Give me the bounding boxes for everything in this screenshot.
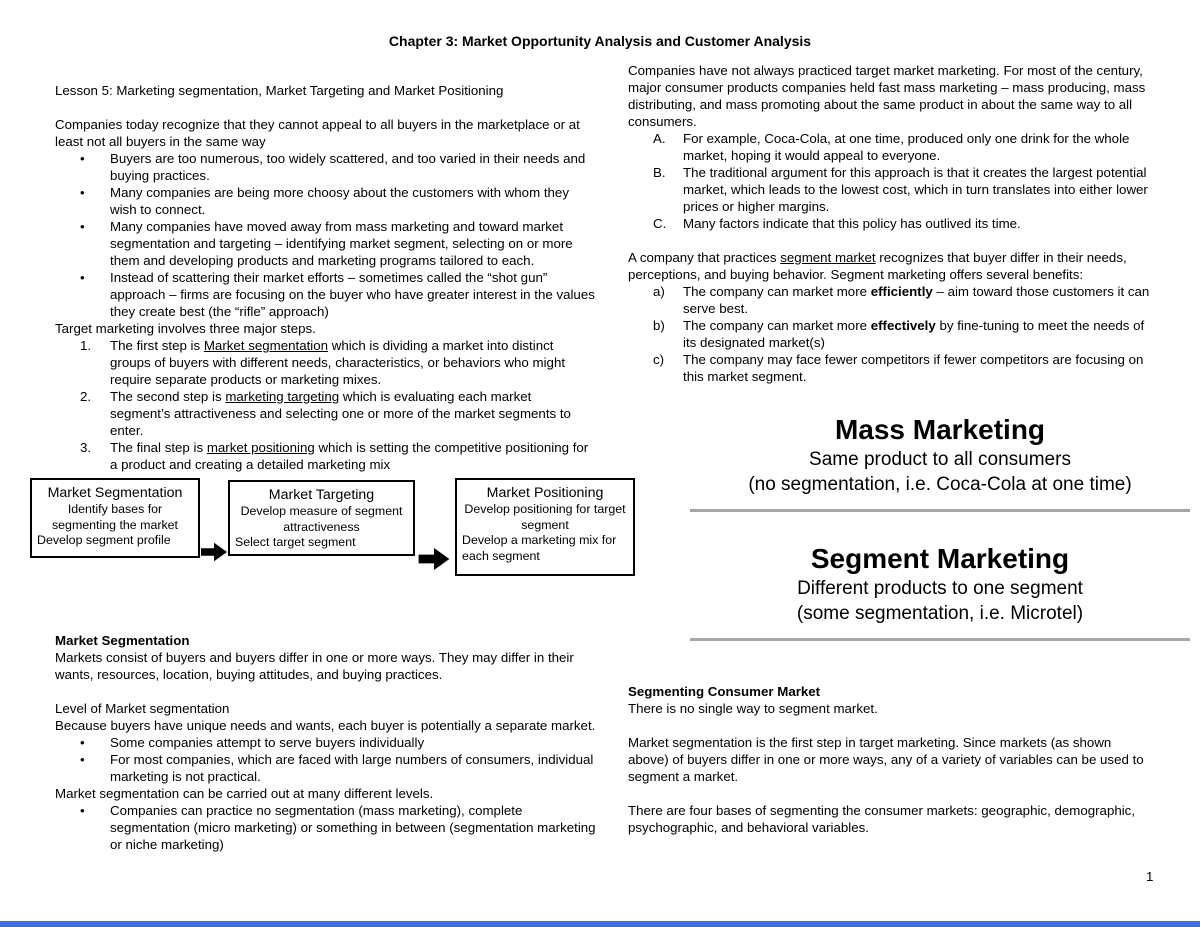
item-text: – aim toward those customers it can serve best. — [683, 284, 1150, 316]
list-item-text — [110, 439, 595, 473]
list-marker: A. — [653, 131, 666, 146]
box-line: Develop positioning for target segment — [464, 502, 626, 532]
lesson-heading: Lesson 5: Marketing segmentation, Market Targeting and Market Positioning — [55, 83, 504, 98]
bullet-icon: • — [80, 185, 85, 200]
list-item — [628, 283, 1151, 317]
market-segmentation-section — [55, 632, 600, 853]
list-item-text — [110, 388, 595, 439]
bullet-icon: • — [80, 803, 85, 818]
list-item-text: Some companies attempt to serve buyers individually — [110, 735, 425, 750]
paragraph: Companies have not always practiced target market marketing. For most of the century, major consumer products companies held fast mass marketing – mass producing, mass distributing, and mass promoting about the same product in about the same way to all consumers. — [628, 63, 1146, 129]
list-item-text: For example, Coca-Cola, at one time, produced only one drink for the whole market, hoping it would appeal to everyone. — [683, 131, 1130, 163]
underlined-term: marketing targeting — [225, 389, 340, 404]
list-item — [628, 215, 1151, 232]
process-diagram — [30, 476, 670, 591]
box-line: Select target segment — [235, 535, 356, 549]
underlined-term: Market segmentation — [203, 338, 329, 353]
paragraph: Market segmentation can be carried out at many different levels. — [55, 786, 434, 801]
list-item — [55, 184, 595, 218]
paragraph: There is no single way to segment market. — [628, 701, 878, 716]
list-item — [55, 337, 595, 388]
list-item — [55, 439, 595, 473]
paragraph: There are four bases of segmenting the consumer markets: geographic, demographic, psychographic, and behavioral variables. — [628, 803, 1136, 835]
intro-paragraph: Companies today recognize that they cannot appeal to all buyers in the marketplace or at least not all buyers in the same way — [55, 117, 580, 149]
section-heading: Market Segmentation — [55, 633, 190, 648]
list-item-text: The traditional argument for this approach is that it creates the largest potential market, which leads to the lowest cost, which in turn translates into either lower prices or higher margins. — [683, 165, 1148, 214]
segmenting-consumer-market-section — [628, 683, 1151, 836]
list-item — [55, 388, 595, 439]
list-item — [55, 802, 600, 853]
list-marker: 3. — [80, 440, 92, 455]
list-marker: a) — [653, 284, 665, 299]
left-column — [55, 82, 595, 473]
arrow-right-icon — [201, 542, 227, 566]
segment-marketing-block — [690, 542, 1190, 641]
list-item-text — [683, 283, 1151, 317]
paragraph: Market segmentation is the first step in target marketing. Since markets (as shown above) of buyers differ in one or more ways, any of a variety of variables can be used to segment a market. — [628, 735, 1144, 784]
bullet-list — [55, 734, 600, 785]
bullet-icon: • — [80, 735, 85, 750]
list-marker: b) — [653, 318, 665, 333]
divider-rule — [690, 509, 1190, 512]
list-marker: B. — [653, 165, 666, 180]
bullet-icon: • — [80, 151, 85, 166]
bullet-list — [55, 150, 595, 320]
process-box-segmentation — [30, 478, 200, 558]
list-item-text: For most companies, which are faced with large numbers of consumers, individual marketing is not practical. — [110, 752, 594, 784]
process-box-positioning — [455, 478, 635, 576]
list-item-text: Many companies have moved away from mass marketing and toward market segmentation and targeting – identifying market segment, selecting on or more them and developing products and marketing programs tailored to each. — [110, 219, 573, 268]
list-item-text: Buyers are too numerous, too widely scattered, and too varied in their needs and buying practices. — [110, 151, 586, 183]
list-item-text — [683, 317, 1151, 351]
section-heading: Segmenting Consumer Market — [628, 684, 821, 699]
paragraph: Because buyers have unique needs and wants, each buyer is potentially a separate market. — [55, 718, 596, 733]
bullet-icon: • — [80, 270, 85, 285]
box-title: Market Targeting — [268, 487, 375, 503]
page-title: Chapter 3: Market Opportunity Analysis and Customer Analysis — [388, 33, 812, 49]
segment-marketing-line: (some segmentation, i.e. Microtel) — [796, 603, 1084, 624]
list-item — [628, 130, 1151, 164]
segment-marketing-title: Segment Marketing — [810, 543, 1070, 574]
mass-marketing-title: Mass Marketing — [834, 414, 1046, 445]
list-item-text — [110, 337, 595, 388]
list-item — [55, 751, 600, 785]
page-number: 1 — [1146, 869, 1154, 884]
item-text: The company may face fewer competitors if fewer competitors are focusing on this market segment. — [683, 352, 1144, 384]
paragraph: Markets consist of buyers and buyers differ in one or more ways. They may differ in their wants, resources, location, buying attitudes, and buying practices. — [55, 650, 574, 682]
list-item-text — [683, 351, 1151, 385]
box-line: Develop a marketing mix for each segment — [462, 533, 617, 563]
marketing-types-block — [690, 413, 1190, 641]
step-text: The final step is — [110, 440, 207, 455]
steps-intro: Target marketing involves three major steps. — [55, 321, 316, 336]
list-item-text: Instead of scattering their market efforts – sometimes called the “shot gun” approach – firms are focusing on the buyer who have greater interest in the values they create best (the “rifle” approach) — [110, 270, 595, 319]
steps-list — [55, 337, 595, 473]
segment-marketing-line: Different products to one segment — [797, 578, 1083, 599]
right-column — [628, 62, 1151, 836]
list-item — [628, 317, 1151, 351]
bullet-icon: • — [80, 752, 85, 767]
box-line: Develop measure of segment attractiveness — [240, 504, 403, 534]
box-title: Market Positioning — [486, 485, 604, 501]
item-text: The company can market more — [683, 318, 871, 333]
step-text: The first step is — [110, 338, 204, 353]
list-marker: C. — [653, 216, 667, 231]
bold-term: effectively — [870, 318, 936, 333]
bullet-icon: • — [80, 219, 85, 234]
list-item-text: Companies can practice no segmentation (mass marketing), complete segmentation (micro marketing) or something in between (segmentation marketing or niche marketing) — [110, 803, 596, 852]
paragraph — [628, 249, 1151, 283]
list-item — [55, 269, 595, 320]
bottom-edge-bar — [0, 921, 1200, 927]
list-item-text: Many factors indicate that this policy has outlived its time. — [683, 216, 1021, 231]
underlined-term: market positioning — [206, 440, 315, 455]
list-item — [55, 150, 595, 184]
arrow-right-icon — [418, 548, 450, 574]
box-line: Identify bases for segmenting the market — [51, 502, 179, 532]
step-text: which is evaluating each market segment’s attractiveness and selecting one or more of the market segments to enter. — [110, 389, 571, 438]
lettered-list-lower — [628, 283, 1151, 385]
list-marker: 1. — [80, 338, 92, 353]
mass-marketing-line: (no segmentation, i.e. Coca-Cola at one time) — [748, 474, 1132, 495]
bullet-list — [55, 802, 600, 853]
lettered-list-upper — [628, 130, 1151, 232]
box-title: Market Segmentation — [47, 485, 183, 501]
subsection-heading: Level of Market segmentation — [55, 701, 230, 716]
step-text: which is dividing a market into distinct groups of buyers with different needs, characteristics, or behaviors who might require separate products or marketing mixes. — [110, 338, 566, 387]
list-item — [628, 351, 1151, 385]
list-marker: 2. — [80, 389, 92, 404]
bold-term: efficiently — [870, 284, 933, 299]
list-item — [55, 734, 600, 751]
box-line: Develop segment profile — [37, 533, 171, 547]
item-text: The company can market more — [683, 284, 871, 299]
list-item — [628, 164, 1151, 215]
list-item-text: Many companies are being more choosy about the customers with whom they wish to connect. — [110, 185, 569, 217]
item-text: by fine-tuning to meet the needs of its designated market(s) — [683, 318, 1145, 350]
paragraph-text: recognizes that buyer differ in their needs, perceptions, and buying behavior. Segment marketing offers several benefits: — [628, 250, 1127, 282]
list-marker: c) — [653, 352, 665, 367]
list-item — [55, 218, 595, 269]
divider-rule — [690, 638, 1190, 641]
step-text: The second step is — [110, 389, 226, 404]
step-text: which is setting the competitive positioning for a product and creating a detailed marketing mix — [110, 440, 589, 472]
process-box-targeting — [228, 480, 415, 556]
mass-marketing-line: Same product to all consumers — [809, 449, 1071, 470]
paragraph-text: A company that practices — [628, 250, 781, 265]
underlined-term: segment market — [780, 250, 876, 265]
